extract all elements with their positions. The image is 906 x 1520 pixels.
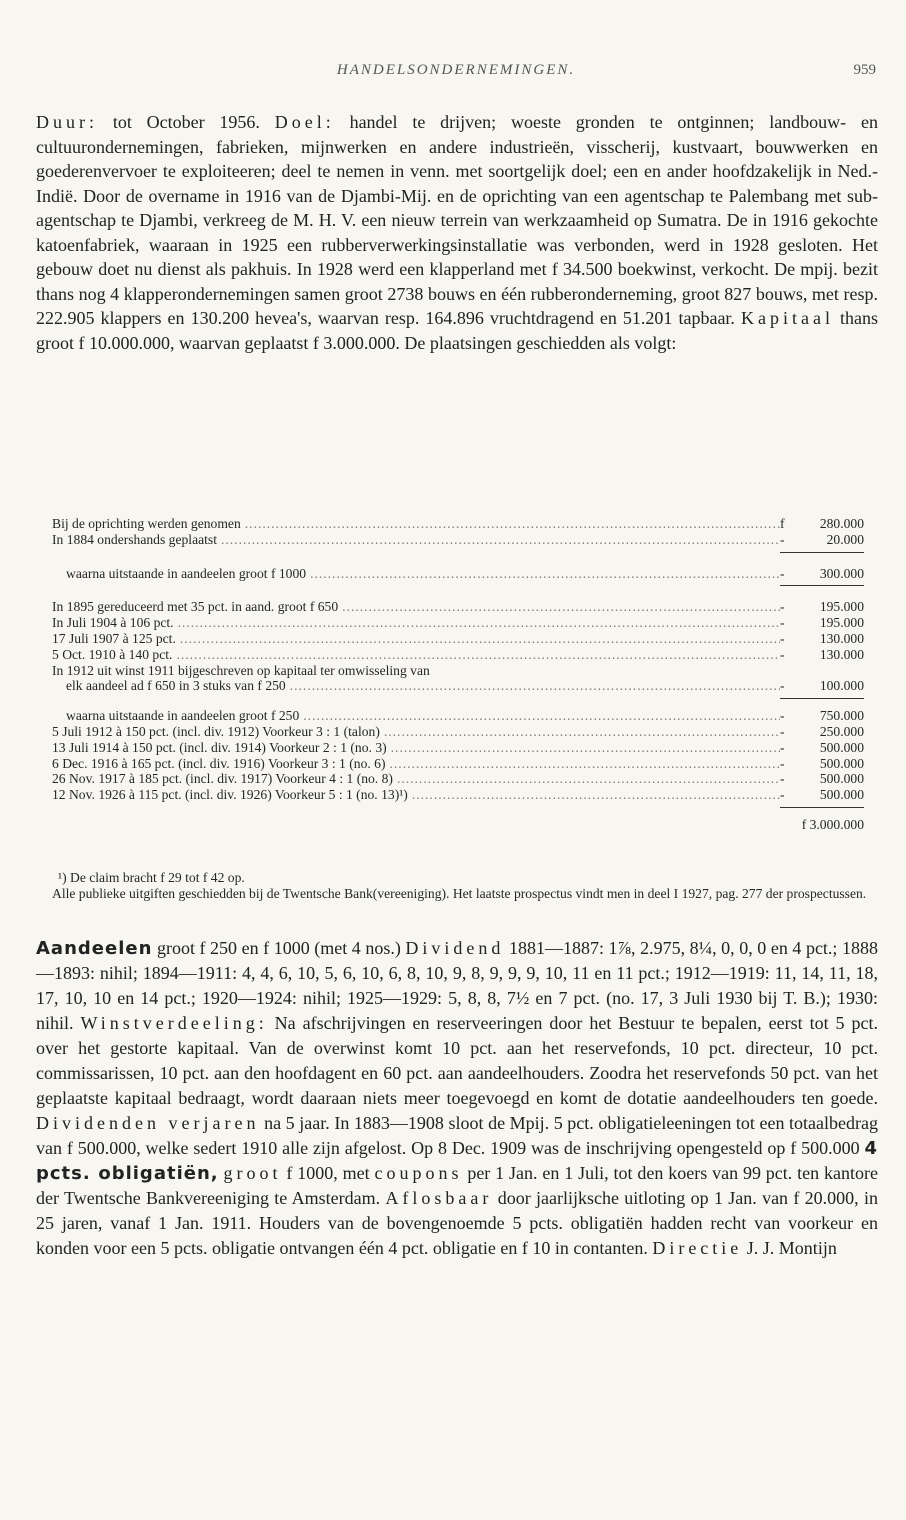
table-row: In 1884 ondershands geplaatst ..... - 20.000	[52, 532, 864, 548]
duur-label: Duur:	[36, 112, 98, 132]
kapitaal-text: thans groot f 10.000.000, waarvan geplaatst f 3.000.000. De plaatsingen geschiedden als volgt:	[36, 308, 878, 353]
obligatien-label: 4 pcts. obligatiën,	[36, 1138, 878, 1184]
table-row: 5 Juli 1912 à 150 pct. (incl. div. 1912) Voorkeur 3 : 1 (talon) ..... - 250.000	[52, 724, 864, 740]
table-row-continued: In 1912 uit winst 1911 bijgeschreven op kapitaal ter omwisseling van	[52, 662, 430, 678]
sum-rule	[52, 803, 864, 811]
doel-text: handel te drijven; woeste gronden te ontginnen; landbouw- en cultuurondernemingen, fabrieken, mijnwerken en andere industrieën, visscherij, kustvaart, bouwwerken en goederenvervoer te exploiteeren; deel te nemen in venn. met soortgelijk doel; een en ander hoofdzakelijk in Ned.-Indië. Door de overname in 1916 van de Djambi-Mij. en de oprichting van een agentschap te Palembang met sub-agentschap te Djambi, verkreeg de M. H. V. een nieuw terrein van werkzaamheid op Sumatra. De in 1916 gekochte katoenfabriek, waaraan in 1925 een rubberverwerkingsinstallatie was verbonden, werd in 1928 gesloten. Het gebouw doet nu dienst als pakhuis. In 1928 werd een klapperland met f 34.500 boekwinst, verkocht. De mpij. bezit thans nog 4 klapperondernemingen samen groot 2738 bouws en één rubberonderneming, groot 827 bouws, met resp. 222.905 klappers en 130.200 hevea's, waarvan resp. 164.896 vruchtdragend en 51.201 tapbaar.	[36, 112, 878, 328]
running-title: HANDELSONDERNEMINGEN.	[336, 62, 576, 78]
dividenden-label: Dividenden verjaren	[36, 1113, 260, 1133]
grand-total-row	[52, 817, 864, 833]
table-row: elk aandeel ad f 650 in 3 stuks van f 250 ..... - 100.000	[52, 678, 864, 694]
duur-text: tot October 1956.	[98, 112, 275, 132]
directie-label: Directie	[652, 1238, 743, 1258]
grand-total: f 3.000.000	[801, 816, 864, 832]
table-subtotal-row: waarna uitstaande in aandeelen groot f 250 ..... - 750.000	[52, 708, 864, 724]
kapitaal-label: Kapitaal	[740, 308, 834, 328]
table-row: 13 Juli 1914 à 150 pct. (incl. div. 1914) Voorkeur 2 : 1 (no. 3) ..... - 500.000	[52, 740, 864, 756]
table-subtotal-row: waarna uitstaande in aandeelen groot f 1000 ..... - 300.000	[52, 566, 864, 582]
dividend-label: Dividend	[405, 938, 505, 958]
coupons-label: coupons	[374, 1163, 463, 1183]
page-number: 959	[853, 62, 876, 78]
publication-note: Alle publieke uitgiften geschiedden bij de Twentsche Bank(vereeniging). Het laatste prospectus vindt men in deel I 1927, pag. 277 der prospectussen.	[52, 885, 867, 901]
main-paragraph: Aandeelen groot f 250 en f 1000 (met 4 nos.) Dividend 1881—1887: 1⅞, 2.975, 8¼, 0, 0, 0 en 4 pct.; 1888—1893: nihil; 1894—1911: 4, 4, 6, 10, 5, 6, 10, 6, 8, 10, 9, 8, 9, 9, 9, 10, 11 en 11 pct.; 1912—1919: 11, 14, 11, 18, 17, 10, 10 en 14 pct.; 1920—1924: nihil; 1925—1929: 5, 8, 8, 7½ en 7 pct. (no. 17, 3 Juli 1930 bij T. B.); 1930: nihil. Winstverdeeling: Na afschrijvingen en reserveeringen door het Bestuur te bepalen, eerst tot 5 pct. over het gestorte kapitaal. Van de overwinst komt 10 pct. aan het reservefonds, 10 pct. directeur, 10 pct. commissarissen, 10 pct. aan den hoofdagent en 60 pct. aan aandeelhouders. Zoodra het reservefonds 50 pct. van het geplaatste kapitaal bedraagt, wordt daaraan niets meer toegevoegd en komt de dotatie aandeelhouders ten goede. Dividenden verjaren na 5 jaar. In 1883—1908 sloot de Mpij. 5 pct. obligatieleeningen tot een totaalbedrag van f 500.000, welke sedert 1910 alle zijn afgelost. Op 8 Dec. 1909 was de inschrijving opengesteld op f 500.000 4 pcts. obligatiën, groot f 1000, met coupons per 1 Jan. en 1 Juli, tot den koers van 99 pct. ten kantore der Twentsche Bankvereeniging te Amsterdam. Aflosbaar door jaarlijksche uitloting op 1 Jan. van f 20.000, in 25 jaren, vanaf 1 Jan. 1911. Houders van de bovengenoemde 5 pcts. obligatiën hadden recht van voorkeur en konden voor een 5 pcts. obligatie ontvangen één 4 pct. obligatie en f 10 in contanten. Directie J. J. Montijn	[36, 938, 879, 1258]
aflosbaar-label: Aflosbaar	[385, 1188, 493, 1208]
table-row: 12 Nov. 1926 à 115 pct. (incl. div. 1926) Voorkeur 5 : 1 (no. 13)¹) ..... - 500.000	[52, 787, 864, 803]
table-row: 17 Juli 1907 à 125 pct. ..... - 130.000	[52, 631, 864, 647]
sum-rule	[52, 548, 864, 556]
table-row: In Juli 1904 à 106 pct. ..... - 195.000	[52, 615, 864, 631]
sum-rule	[52, 694, 864, 702]
intro-paragraph	[36, 110, 878, 355]
table-row: In 1895 gereduceerd met 35 pct. in aand. groot f 650 ..... - 195.000	[52, 599, 864, 615]
table-row: 6 Dec. 1916 à 165 pct. (incl. div. 1916) Voorkeur 3 : 1 (no. 6) ..... - 500.000	[52, 756, 864, 772]
groot-label: groot	[223, 1163, 282, 1183]
footnote: ¹) De claim bracht f 29 tot f 42 op.	[58, 870, 245, 885]
table-row: Bij de oprichting werden genomen ..... f 280.000	[52, 516, 864, 532]
winstverdeeling-label: Winstverdeeling:	[80, 1013, 268, 1033]
table-row: 5 Oct. 1910 à 140 pct. ..... - 130.000	[52, 647, 864, 663]
table-row: 26 Nov. 1917 à 185 pct. (incl. div. 1917) Voorkeur 4 : 1 (no. 8) ..... - 500.000	[52, 771, 864, 787]
aandeelen-label: Aandeelen	[36, 938, 153, 959]
notes-block	[52, 870, 868, 901]
page-header	[36, 62, 876, 88]
doel-label: Doel:	[274, 112, 335, 132]
capital-table	[52, 516, 864, 833]
sum-rule	[52, 581, 864, 589]
